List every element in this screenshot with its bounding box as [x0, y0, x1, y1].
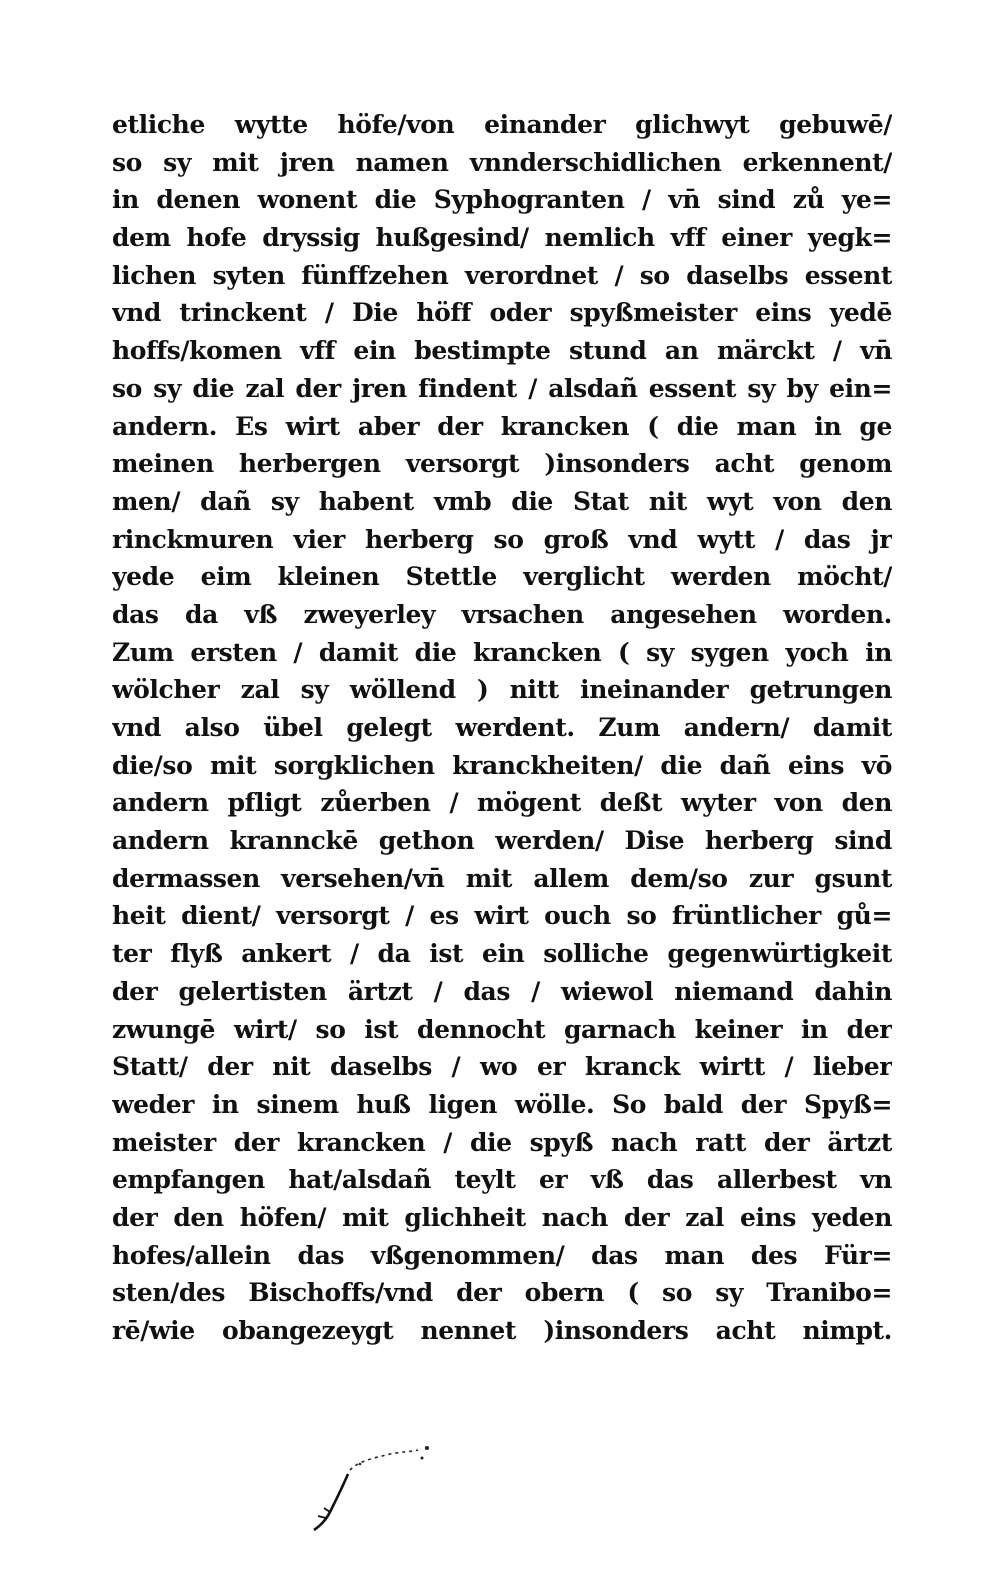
text-line: hoffs/komen vff ein bestimpte stund an märckt / vn̄ — [112, 336, 892, 366]
text-line: ter flyß ankert / da ist ein solliche gegenwürtigkeit — [112, 939, 892, 969]
text-line: zwungē wirt/ so ist dennocht garnach keiner in der — [112, 1014, 892, 1044]
text-block — [112, 106, 892, 1350]
text-line: weder in sinem huß ligen wölle. So bald der Spyß= — [112, 1089, 892, 1119]
text-line: Zum ersten / damit die krancken ( sy sygen yoch in — [112, 637, 892, 667]
text-line: der gelertisten ärtzt / das / wiewol niemand dahin — [112, 976, 892, 1006]
text-line: dem hofe dryssig hußgesind/ nemlich vff einer yegk= — [112, 223, 892, 253]
text-line: vnd also übel gelegt werdent. Zum andern/ damit — [112, 713, 892, 742]
text-line: so sy die zal der jren findent / alsdañ essent sy by ein= — [112, 373, 892, 403]
text-line: die/so mit sorgklichen kranckheiten/ die dañ eins vō — [112, 750, 892, 780]
text-line: etliche wytte höfe/von einander glichwyt gebuwē/ — [112, 110, 892, 139]
text-line: meinen herbergen versorgt )insonders acht genom — [112, 449, 892, 479]
text-line: das da vß zweyerley vrsachen angesehen worden. — [112, 599, 892, 629]
text-line: rē/wie obangezeygt nennet )insonders acht nimpt. — [112, 1316, 892, 1345]
text-line: hofes/allein das vßgenommen/ das man des Für= — [112, 1240, 892, 1270]
text-line: lichen syten fünffzehen verordnet / so daselbs essent — [112, 260, 892, 290]
text-line: heit dient/ versorgt / es wirt ouch so früntlicher gů= — [112, 901, 892, 931]
text-line: sten/des Bischoffs/vnd der obern ( so sy Tranibo= — [112, 1278, 892, 1308]
ink-stray-marks — [290, 1430, 450, 1540]
text-line: men/ dañ sy habent vmb die Stat nit wyt von den — [112, 486, 892, 516]
text-line: andern. Es wirt aber der krancken ( die man in ge — [112, 411, 892, 441]
text-line: der den höfen/ mit glichheit nach der zal eins yeden — [112, 1202, 892, 1232]
text-line: vnd trinckent / Die höff oder spyßmeister eins yedē — [112, 298, 892, 328]
text-line: andern krannckē gethon werden/ Dise herberg sind — [112, 826, 892, 856]
text-line: so sy mit jren namen vnnderschidlichen erkennent/ — [112, 147, 892, 177]
text-line: Statt/ der nit daselbs / wo er kranck wirtt / lieber — [112, 1052, 892, 1082]
text-line: wölcher zal sy wöllend ) nitt ineinander getrungen — [112, 675, 892, 705]
text-line: meister der krancken / die spyß nach ratt der ärtzt — [112, 1127, 892, 1157]
text-line: in denen wonent die Syphogranten / vn̄ sind zů ye= — [112, 185, 892, 215]
text-line: rinckmuren vier herberg so groß vnd wytt / das jr — [112, 524, 892, 554]
text-line: andern pfligt zůerben / mögent deßt wyter von den — [112, 788, 892, 818]
text-line: dermassen versehen/vn̄ mit allem dem/so zur gsunt — [112, 863, 892, 893]
text-line: yede eim kleinen Stettle verglicht werden möcht/ — [112, 562, 892, 592]
text-line: empfangen hat/alsdañ teylt er vß das allerbest vn — [112, 1165, 892, 1195]
